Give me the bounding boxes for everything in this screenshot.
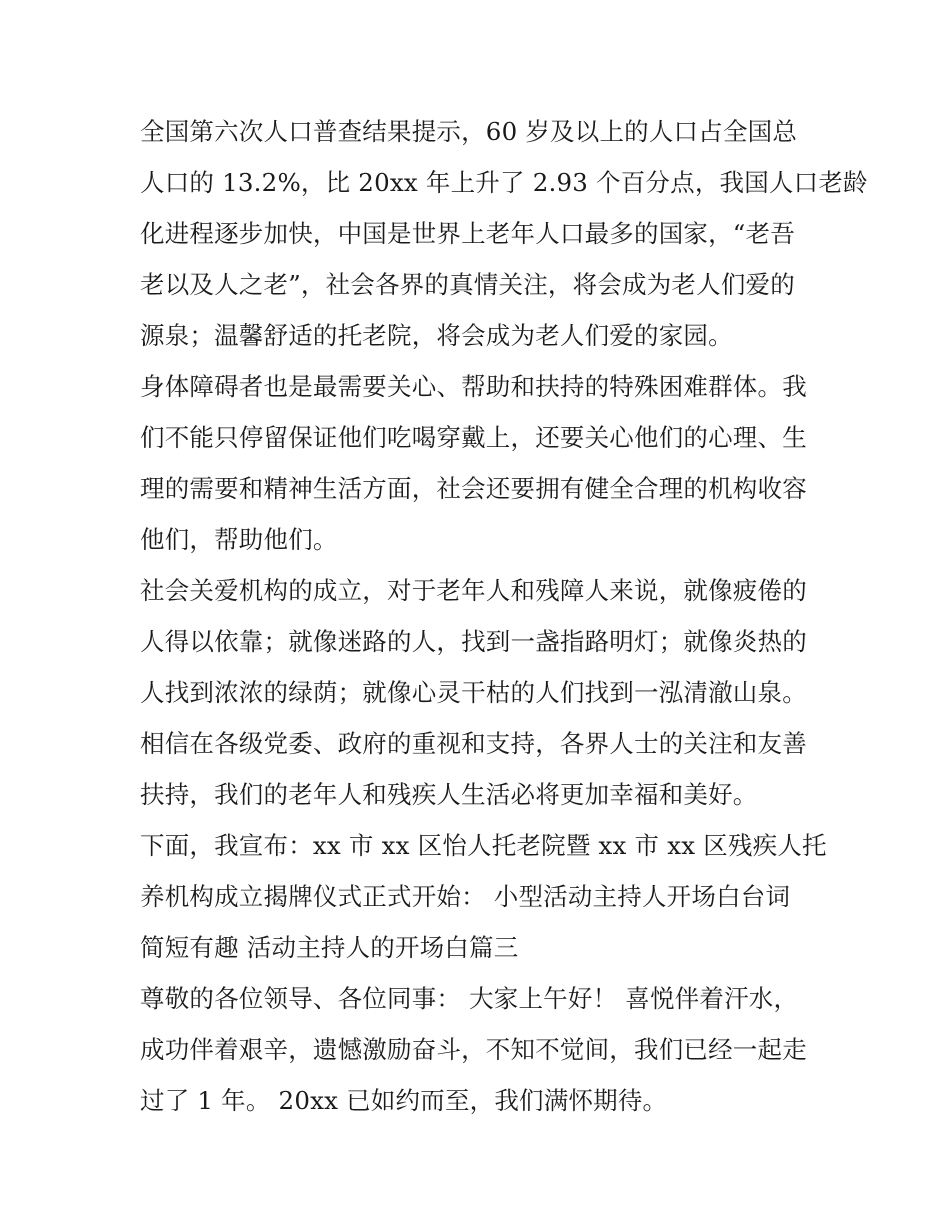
text-line: 扶持，我们的老年人和残疾人生活必将更加幸福和美好。 — [140, 780, 758, 809]
text-line: 成功伴着艰辛，遗憾激励奋斗，不知不觉间，我们已经一起走 — [140, 1035, 807, 1064]
text-line: 人口的 13.2%，比 20xx 年上升了 2.93 个百分点，我国人口老龄 — [140, 168, 868, 197]
text-line: 人得以依靠；就像迷路的人，找到一盏指路明灯；就像炎热的 — [140, 627, 807, 656]
text-line: 理的需要和精神生活方面，社会还要拥有健全合理的机构收容 — [140, 474, 807, 503]
text-line: 他们，帮助他们。 — [140, 525, 338, 554]
text-line: 化进程逐步加快，中国是世界上老年人口最多的国家，“老吾 — [140, 219, 795, 248]
text-line: 简短有趣 活动主持人的开场白篇三 — [140, 933, 519, 962]
text-line: 身体障碍者也是最需要关心、帮助和扶持的特殊困难群体。我 — [140, 372, 807, 401]
text-line: 尊敬的各位领导、各位同事： 大家上午好！ 喜悦伴着汗水， — [140, 984, 799, 1013]
text-line: 社会关爱机构的成立，对于老年人和残障人来说，就像疲倦的 — [140, 576, 807, 605]
text-line: 养机构成立揭牌仪式正式开始： 小型活动主持人开场白台词 — [140, 882, 791, 911]
text-line: 们不能只停留保证他们吃喝穿戴上，还要关心他们的心理、生 — [140, 423, 807, 452]
text-line: 下面，我宣布：xx 市 xx 区怡人托老院暨 xx 市 xx 区残疾人托 — [140, 831, 827, 860]
text-line: 全国第六次人口普查结果提示，60 岁及以上的人口占全国总 — [140, 117, 798, 146]
text-line: 人找到浓浓的绿荫；就像心灵干枯的人们找到一泓清澈山泉。 — [140, 678, 807, 707]
text-line: 源泉；温馨舒适的托老院，将会成为老人们爱的家园。 — [140, 321, 733, 350]
text-line: 过了 1 年。 20xx 已如约而至，我们满怀期待。 — [140, 1086, 668, 1115]
text-line: 相信在各级党委、政府的重视和支持，各界人士的关注和友善 — [140, 729, 807, 758]
text-line: 老以及人之老”，社会各界的真情关注，将会成为老人们爱的 — [140, 270, 795, 299]
document-body — [140, 106, 868, 1126]
